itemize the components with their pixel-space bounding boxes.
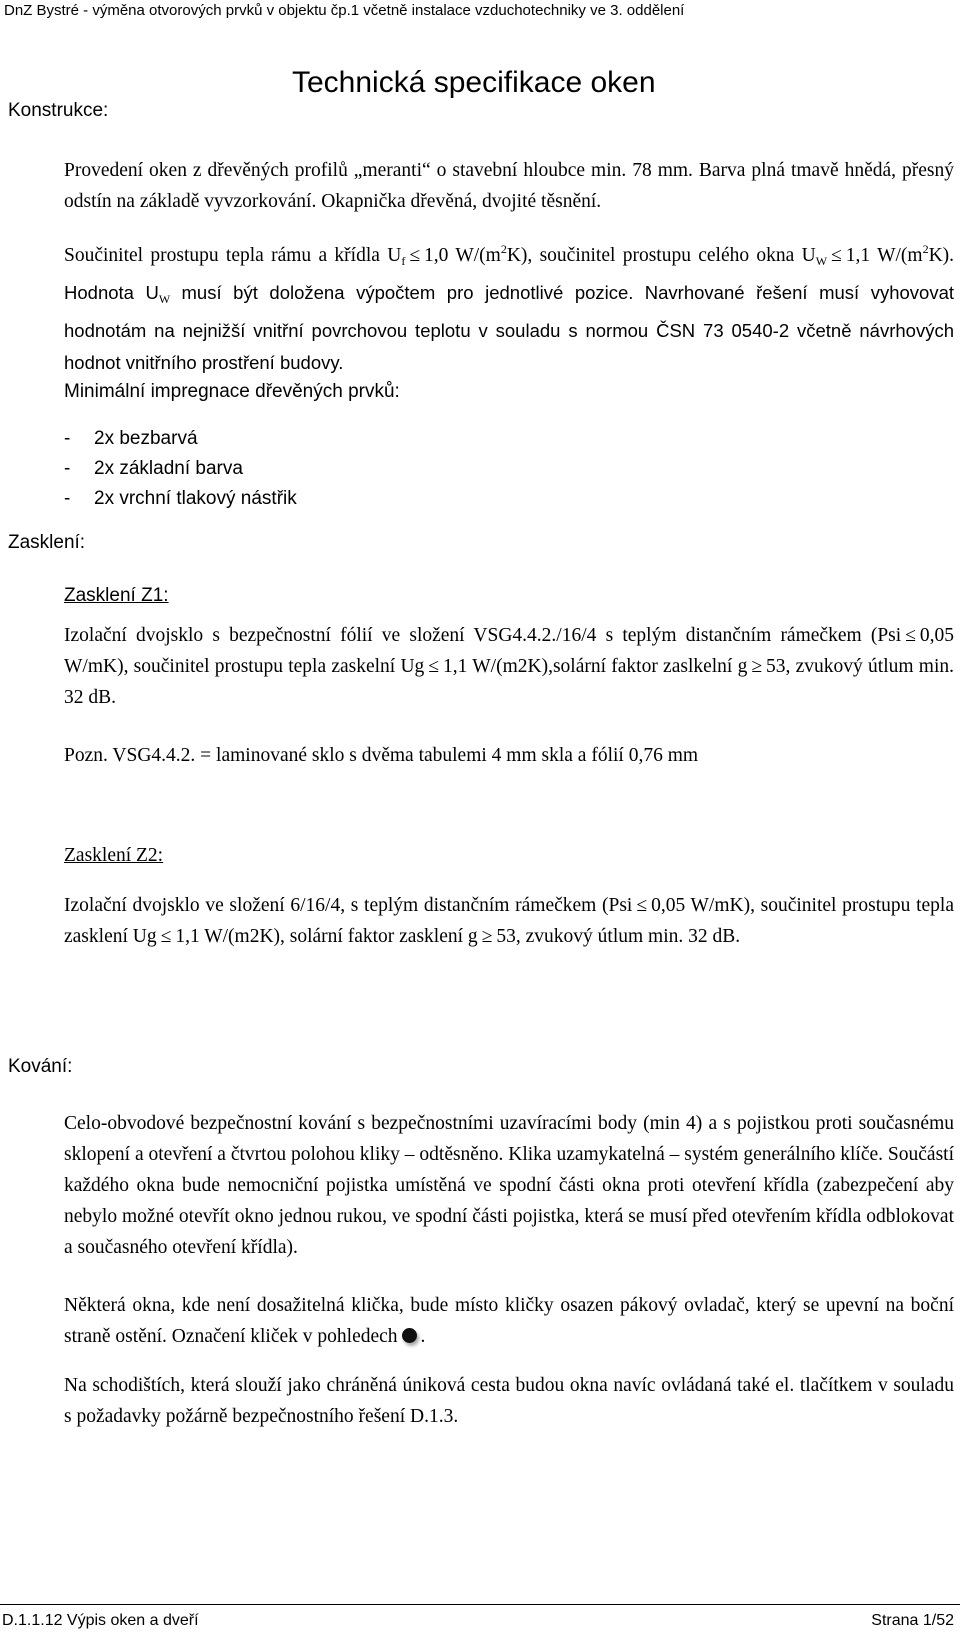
list-item: - 2x základní barva: [64, 458, 243, 479]
kovani-paragraph-1: Celo-obvodové bezpečnostní kování s bezpečnostními uzavíracími body (min 4) a s pojistkou proti současnému sklopení a otevření a čtvrtou polohou kliky – odtěsněno. Klika uzamykatelná – systém generálního klíče. Součástí každého okna bude nemocniční pojistka umístěná ve spodní části okna proti otevření křídla (zabezpečení aby nebylo možné otevřít okno jednou rukou, ve spodní části pojistka, která se musí před otevřením křídla odblokovat a současného otevření křídla).: [64, 1113, 954, 1258]
zaskleni-z2-title: Zasklení Z2:: [64, 845, 164, 866]
zaskleni-z1-paragraph: Izolační dvojsklo s bezpečnostní fólií ve složení VSG4.4.2./16/4 s teplým distančním rámečkem (Psi ≤ 0,05 W/mK), součinitel prostupu tepla zaskelní Ug ≤ 1,1 W/(m2K),solární faktor zaslkelní g ≥ 53, zvukový útlum min. 32 dB.: [64, 625, 954, 708]
kovani-paragraph-2: Některá okna, kde není dosažitelná klička, bude místo kličky osazen pákový ovladač, který se upevní na boční straně ostění. Označení kliček v pohledech .: [64, 1295, 954, 1347]
header-title: DnZ Bystré - výměna otvorových prvků v objektu čp.1 včetně instalace vzduchotechniky ve 3. oddělení: [4, 2, 685, 19]
list-item: - 2x vrchní tlakový nástřik: [64, 488, 297, 509]
footer-divider: [0, 1604, 960, 1605]
konstrukce-paragraph-2: Součinitel prostupu tepla rámu a křídla $U_f \le 1,0$ $W/(m^2K)$, součinitel prostupu celého okna $U_W \le 1,1$ $W/(m^2K)$. Hodnota $U_W$ musí být doložena výpočtem pro jednotlivé pozice. Navrhované řešení musí vyhovovat hodnotám na nejnižší vnitřní povrchovou teplotu v souladu s normou ČSN 73 0540-2 včetně návrhových hodnot vnitřního prostření budovy.: [64, 242, 955, 373]
zaskleni-z2-paragraph: Izolační dvojsklo ve složení 6/16/4, s teplým distančním rámečkem (Psi ≤ 0,05 W/mK), součinitel prostupu tepla zasklení Ug ≤ 1,1 W/(m2K), solární faktor zasklení g ≥ 53, zvukový útlum min. 32 dB.: [64, 895, 954, 947]
label-zaskleni: Zasklení:: [8, 532, 86, 553]
label-kovani: Kování:: [8, 1056, 73, 1077]
konstrukce-paragraph-1: Provedení oken z dřevěných profilů „meranti“ o stavební hloubce min. 78 mm. Barva plná tmavě hnědá, přesný odstín na základě vyvzorkování. Okapnička dřevěná, dvojité těsnění.: [64, 160, 954, 212]
list-item: - 2x bezbarvá: [64, 428, 198, 449]
label-konstrukce: Konstrukce:: [8, 100, 109, 121]
zaskleni-z1-title: Zasklení Z1:: [64, 585, 169, 606]
page-title: Technická specifikace oken: [292, 66, 656, 99]
footer-document-title: D.1.1.12 Výpis oken a dveří: [2, 1612, 199, 1629]
impregnace-list: [64, 424, 297, 514]
zaskleni-pozn: Pozn. VSG4.4.2. = laminované sklo s dvěma tabulemi 4 mm skla a fólií 0,76 mm: [64, 745, 699, 766]
kovani-paragraph-3: Na schodištích, která slouží jako chráněná úniková cesta budou okna navíc ovládaná také el. tlačítkem v souladu s požadavky požárně bezpečnostního řešení D.1.3.: [64, 1375, 954, 1427]
handle-marker-icon: [402, 1328, 417, 1343]
document-header: [0, 0, 960, 36]
footer-page-number: Strana 1/52: [871, 1612, 954, 1629]
impregnace-title: Minimální impregnace dřevěných prvků:: [64, 381, 400, 402]
